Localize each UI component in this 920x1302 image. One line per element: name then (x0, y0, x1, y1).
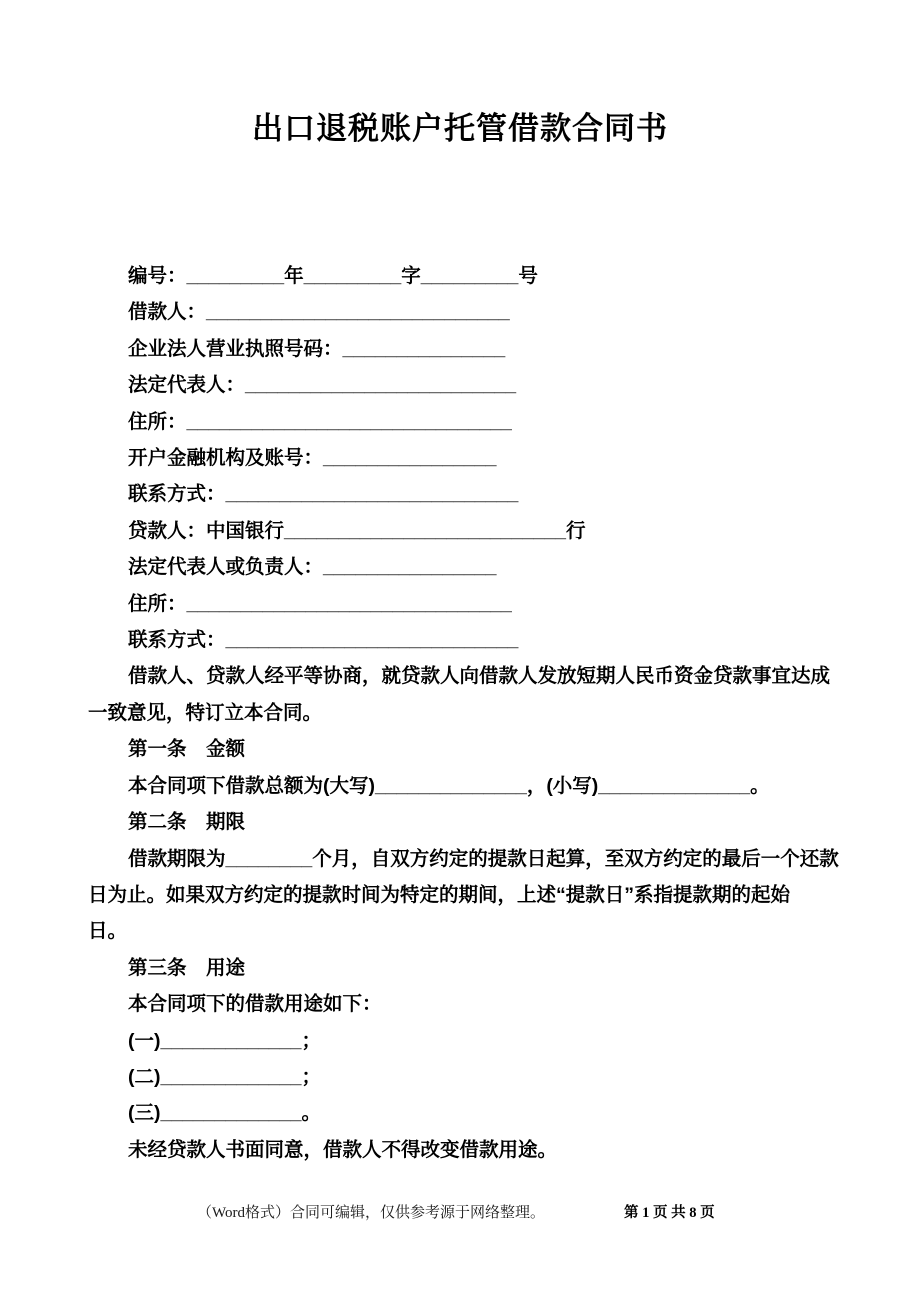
clause-3-item-2: (二)_____________； (128, 1065, 321, 1088)
field-line-business-license: 企业法人营业执照号码：_______________ (128, 337, 506, 360)
field-line-lender: 贷款人：中国银行__________________________行 (128, 519, 586, 542)
clause-3-item-1: (一)_____________； (128, 1029, 321, 1052)
field-line-borrower: 借款人：____________________________ (128, 301, 510, 324)
clause-3-closing: 未经贷款人书面同意，借款人不得改变借款用途。 (128, 1138, 558, 1161)
field-line-lender-legal-rep: 法定代表人或负责人：________________ (128, 556, 497, 579)
clause-3-heading: 第三条 用途 (128, 956, 246, 979)
footer-page-indicator: 第 1 页 共 8 页 (624, 1205, 715, 1221)
clause-1-body: 本合同项下借款总额为(大写)______________，(小写)______________。 (128, 774, 770, 797)
document-title: 出口退税账户托管借款合同书 (252, 111, 668, 146)
field-line-contact-2: 联系方式：___________________________ (128, 629, 519, 652)
field-line-legal-rep: 法定代表人：_________________________ (128, 374, 517, 397)
document-body (88, 258, 848, 1168)
footer-note: （Word格式）合同可编辑，仅供参考源于网络整理。 (197, 1205, 545, 1221)
field-line-address-1: 住所：______________________________ (128, 410, 512, 433)
clause-2-body-line-2: 日为止。如果双方约定的提款时间为特定的期间，上述“提款日”系指提款期的起始 (88, 883, 791, 906)
clause-3-item-3: (三)_____________。 (128, 1102, 321, 1125)
preamble-line-2: 一致意见，特订立本合同。 (88, 701, 323, 724)
preamble-line-1: 借款人、贷款人经平等协商，就贷款人向借款人发放短期人民币资金贷款事宜达成 (128, 665, 831, 688)
clause-2-heading: 第二条 期限 (128, 811, 246, 834)
field-line-address-2: 住所：______________________________ (128, 592, 512, 615)
field-line-number: 编号：_________年_________字_________号 (128, 265, 538, 287)
clause-2-body-line-3: 日。 (88, 920, 128, 943)
field-line-contact-1: 联系方式：___________________________ (128, 483, 519, 506)
field-line-bank-account: 开户金融机构及账号：________________ (128, 447, 497, 470)
clause-1-heading: 第一条 金额 (128, 738, 246, 761)
clause-2-body-line-1: 借款期限为________个月，自双方约定的提款日起算，至双方约定的最后一个还款 (128, 847, 839, 870)
clause-3-intro: 本合同项下的借款用途如下： (128, 993, 382, 1016)
